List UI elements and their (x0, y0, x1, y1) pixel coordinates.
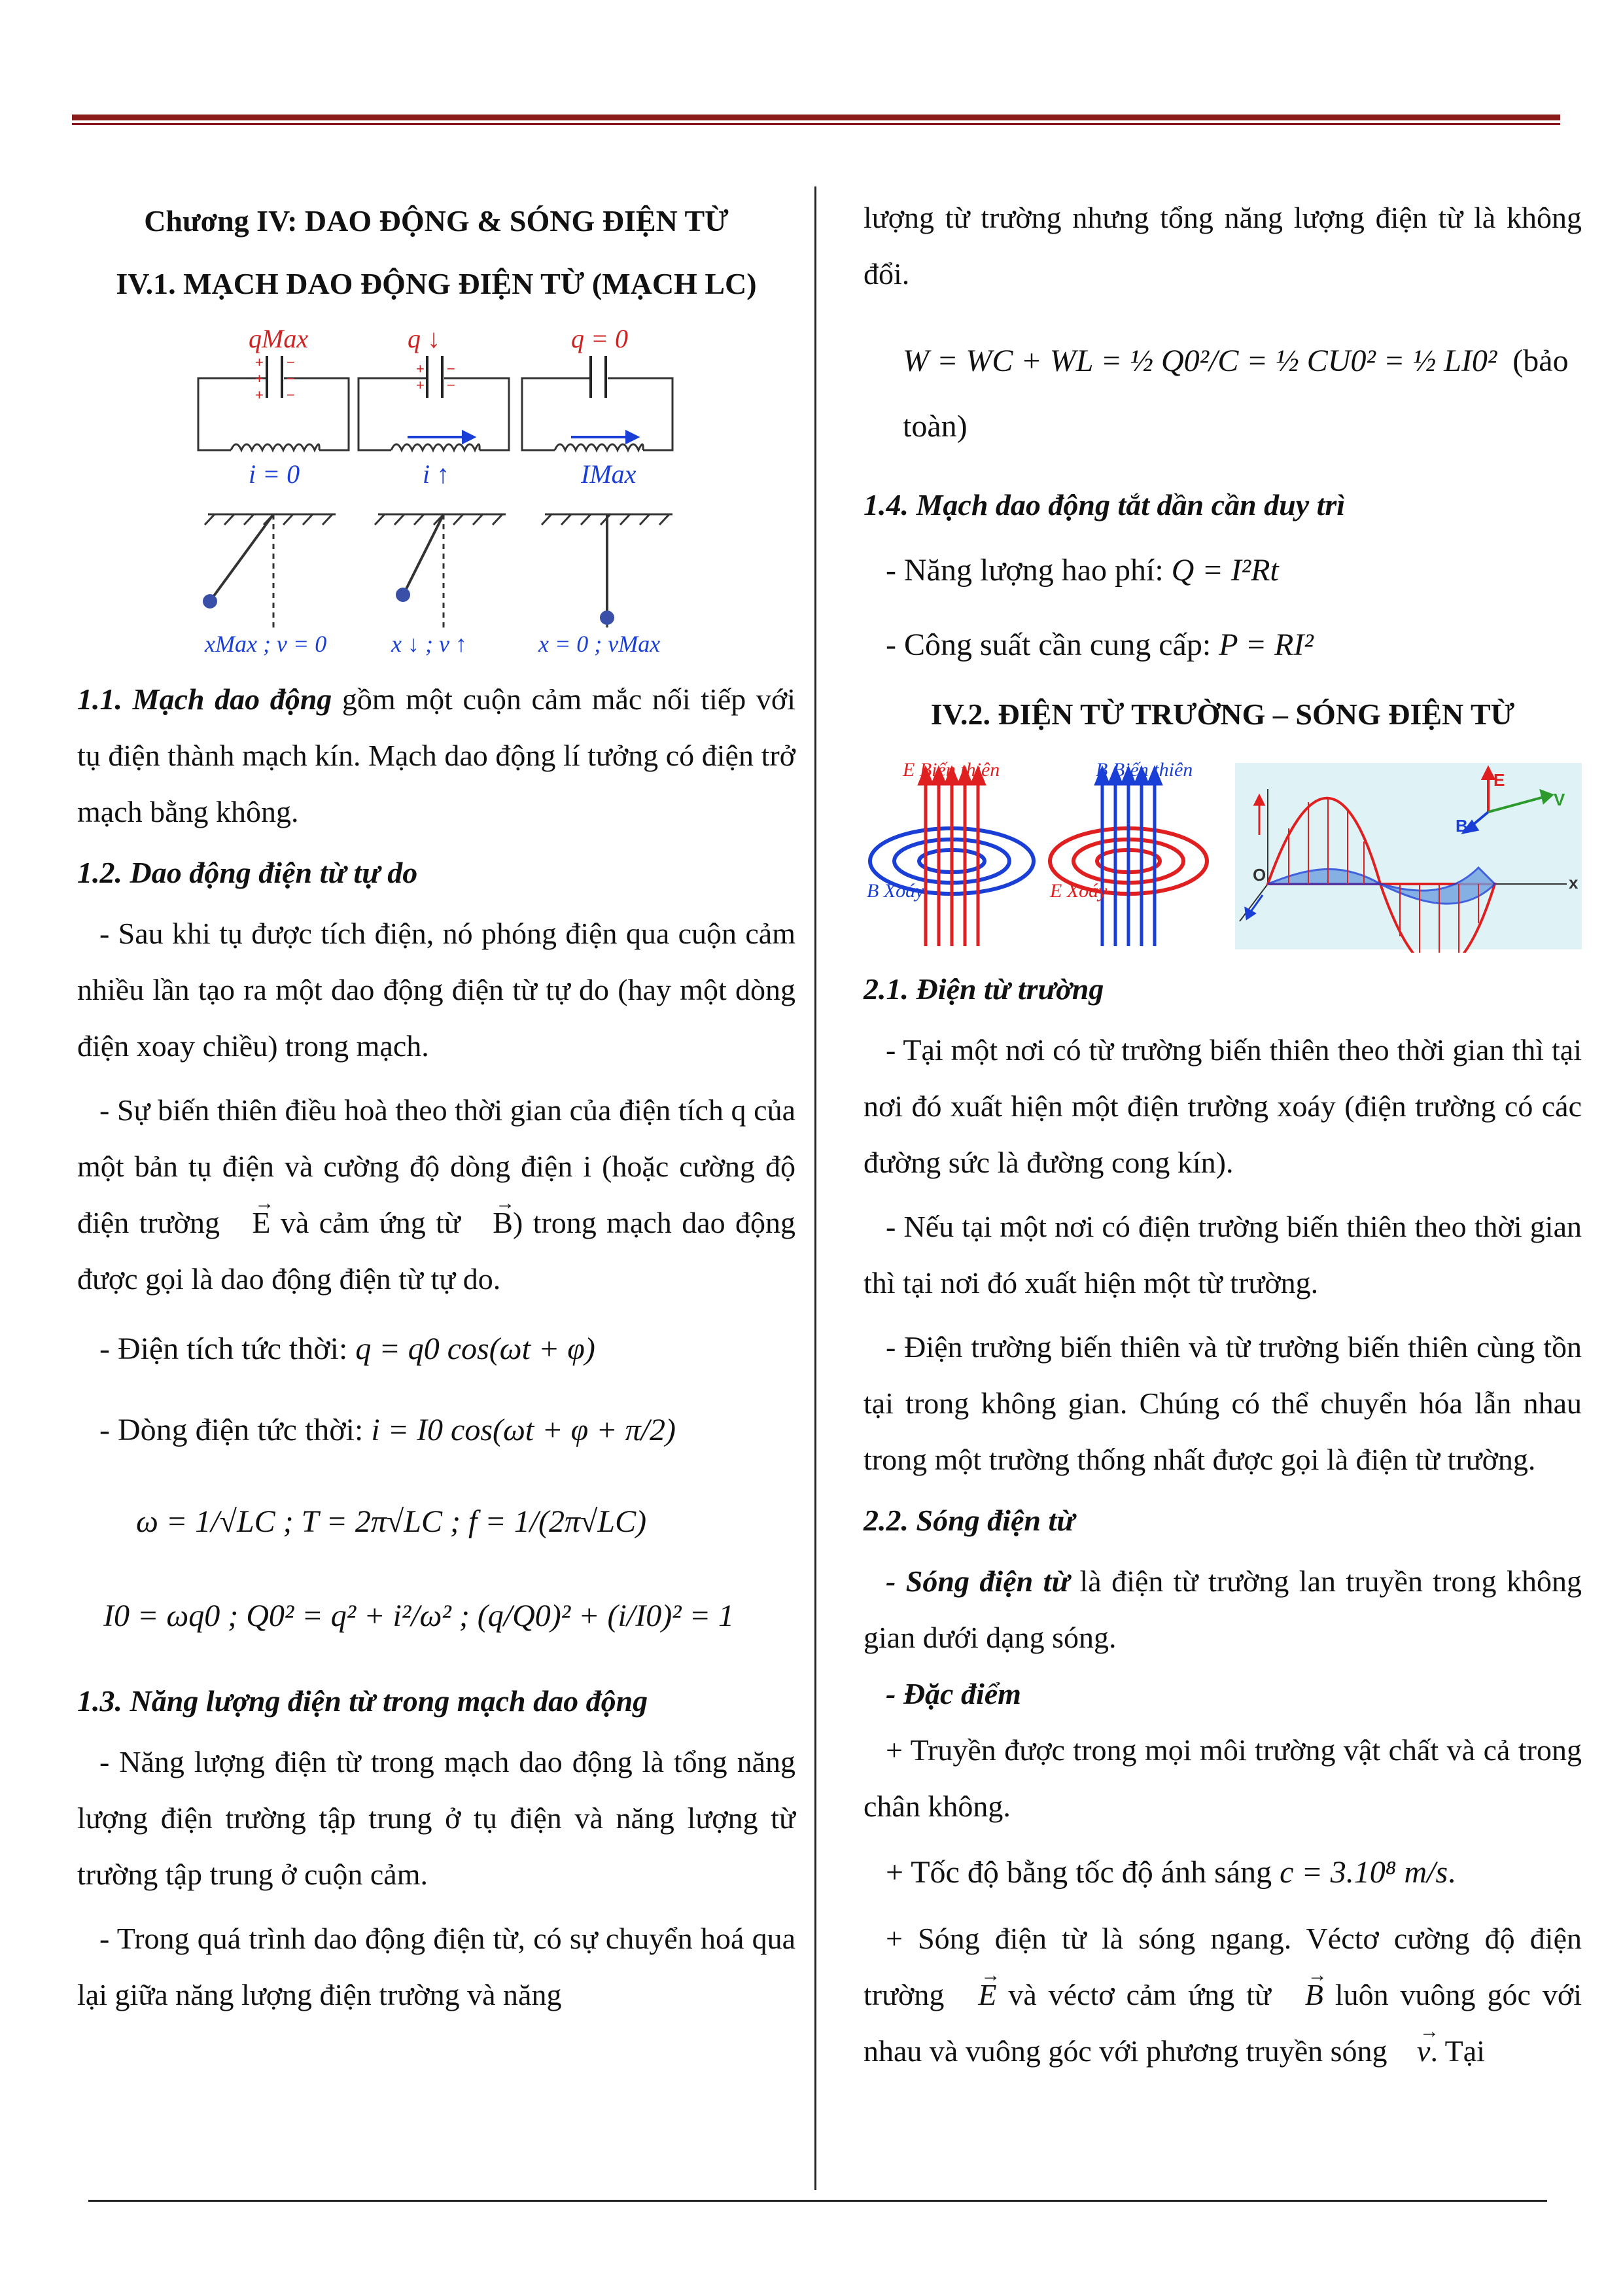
current-formula: i = I0 cos(ωt + φ + π/2) (371, 1413, 676, 1447)
s21-paragraph-2: - Nếu tại một nơi có điện trường biến thiên theo thời gian thì tại nơi đó xuất hiện một từ trường. (864, 1210, 1582, 1299)
power-formula: P = RI² (1219, 627, 1314, 662)
s13-heading: 1.3. Năng lượng điện từ trong mạch dao động (77, 1684, 648, 1718)
s22-definition: - Sóng điện từ là điện từ trường lan truyền trong không gian dưới dạng sóng. (864, 1564, 1582, 1654)
header-rule-thick (72, 115, 1560, 120)
energy-line: W = WC + WL = ½ Q0²/C = ½ CU0² = ½ LI0² (bảo toàn) (903, 344, 1569, 444)
svg-text:+: + (255, 387, 264, 403)
header-rule-thin (72, 123, 1560, 125)
wave-label-x: x (1569, 873, 1579, 892)
left-column (77, 190, 795, 2023)
current-line: - Dòng điện tức thời: i = I0 cos(ωt + φ + π/2) (99, 1413, 676, 1447)
label-pendulum-3: x = 0 ; vMax (538, 631, 661, 657)
section-title-lc: IV.1. MẠCH DAO ĐỘNG ĐIỆN TỪ (MẠCH LC) (116, 267, 757, 300)
label-q-down: q ↓ (408, 324, 440, 353)
svg-text:−: − (287, 354, 295, 370)
feature-3: + Sóng điện từ là sóng ngang. Véctơ cường độ điện trường → E và véctơ cảm ứng từ → B luôn vuông góc với nhau và vuông góc với phương truyền sóng → v. Tại (864, 1911, 1582, 2079)
em-field-figure (864, 750, 1582, 953)
s12-heading: 1.2. Dao động điện từ tự do (77, 856, 418, 889)
s13-paragraph-2: - Trong quá trình dao động điện từ, có sự chuyển hoá qua lại giữa năng lượng điện trường và năng (77, 1922, 795, 2011)
charge-line: - Điện tích tức thời: q = q0 cos(ωt + φ) (99, 1332, 595, 1366)
wave-label-o: O (1253, 865, 1266, 885)
column-divider (814, 186, 816, 2190)
s22-heading: 2.2. Sóng điện từ (864, 1504, 1075, 1537)
wave-label-b: B (1456, 816, 1468, 836)
label-b-bien-thien: B Biến thiên (1096, 759, 1193, 781)
right-column (864, 190, 1582, 2079)
label-i-up: i ↑ (423, 459, 450, 489)
lc-pendulum-figure (77, 318, 795, 658)
label-q-zero: q = 0 (571, 324, 628, 353)
loss-line: - Năng lượng hao phí: Q = I²Rt (886, 553, 1279, 588)
chapter-title: Chương IV: DAO ĐỘNG & SÓNG ĐIỆN TỪ (144, 204, 729, 238)
energy-formula: W = WC + WL = ½ Q0²/C = ½ CU0² = ½ LI0² (903, 344, 1497, 378)
features-heading: - Đặc điểm (886, 1677, 1021, 1710)
wave-label-e: E (1493, 770, 1505, 790)
loss-formula: Q = I²Rt (1171, 553, 1279, 588)
s21-heading: 2.1. Điện từ trường (864, 972, 1104, 1006)
charge-formula: q = q0 cos(ωt + φ) (355, 1332, 595, 1366)
speed-formula: c = 3.10⁸ m/s (1280, 1855, 1448, 1890)
s12-paragraph-1: - Sau khi tụ được tích điện, nó phóng điện qua cuộn cảm nhiều lần tạo ra một dao động điện từ tự do (hay một dòng điện xoay chiều) trong mạch. (77, 917, 795, 1063)
s13-paragraph-1: - Năng lượng điện từ trong mạch dao động là tổng năng lượng điện trường tập trung ở tụ điện và năng lượng từ trường tập trung ở cuộn cảm. (77, 1745, 795, 1891)
s21-paragraph-3: - Điện trường biến thiên và từ trường biến thiên cùng tồn tại trong không gian. Chúng có thể chuyển hóa lẫn nhau trong một trường thống nhất được gọi là điện từ trường. (864, 1330, 1582, 1476)
omega-formula: ω = 1/√LC ; T = 2π√LC ; f = 1/(2π√LC) (136, 1504, 647, 1539)
s14-heading: 1.4. Mạch dao động tắt dần cần duy trì (864, 488, 1346, 521)
svg-text:+: + (255, 370, 264, 387)
s11-paragraph: 1.1. Mạch dao động gồm một cuộn cảm mắc nối tiếp với tụ điện thành mạch kín. Mạch dao động lí tưởng có điện trở mạch bằng không. (77, 682, 796, 828)
section-title-em: IV.2. ĐIỆN TỪ TRƯỜNG – SÓNG ĐIỆN TỪ (930, 698, 1515, 731)
label-b-xoay: B Xoáy (867, 880, 924, 902)
wave-label-v: V (1554, 790, 1565, 809)
footer-rule (88, 2200, 1547, 2202)
label-pendulum-2: x ↓ ; v ↑ (391, 631, 467, 657)
svg-text:−: − (287, 387, 295, 403)
label-e-xoay: E Xoáy (1050, 880, 1108, 902)
label-qmax: qMax (249, 324, 309, 353)
label-i-zero: i = 0 (249, 459, 300, 489)
feature-2: + Tốc độ bằng tốc độ ánh sáng c = 3.10⁸ m/s. (886, 1855, 1456, 1890)
label-imax: IMax (581, 459, 637, 489)
svg-text:−: − (287, 370, 295, 387)
s11-heading: 1.1. Mạch dao động (77, 682, 332, 716)
power-line: - Công suất cần cung cấp: P = RI² (886, 627, 1314, 662)
svg-text:+: + (255, 354, 264, 370)
s21-paragraph-1: - Tại một nơi có từ trường biến thiên theo thời gian thì tại nơi đó xuất hiện một điện trường xoáy (điện trường có các đường sức là đường cong kín). (864, 1033, 1582, 1179)
label-pendulum-1: xMax ; v = 0 (205, 631, 327, 657)
svg-text:+: + (416, 361, 425, 377)
s12-paragraph-2: - Sự biến thiên điều hoà theo thời gian của điện tích q của một bản tụ điện và cường độ dòng điện i (hoặc cường độ điện trường → E và cảm ứng từ → B) trong mạch dao động được gọi là dao động điện từ tự do. (77, 1082, 795, 1307)
svg-text:−: − (447, 377, 455, 393)
s13-continuation: lượng từ trường nhưng tổng năng lượng điện từ là không đổi. (864, 201, 1582, 291)
svg-text:+: + (416, 377, 425, 393)
svg-text:−: − (447, 361, 455, 377)
relations-formula: I0 = ωq0 ; Q0² = q² + i²/ω² ; (q/Q0)² + (i/I0)² = 1 (103, 1598, 734, 1633)
label-e-bien-thien: E Biến thiên (903, 759, 1000, 781)
feature-1: + Truyền được trong mọi môi trường vật chất và cả trong chân không. (864, 1733, 1582, 1823)
